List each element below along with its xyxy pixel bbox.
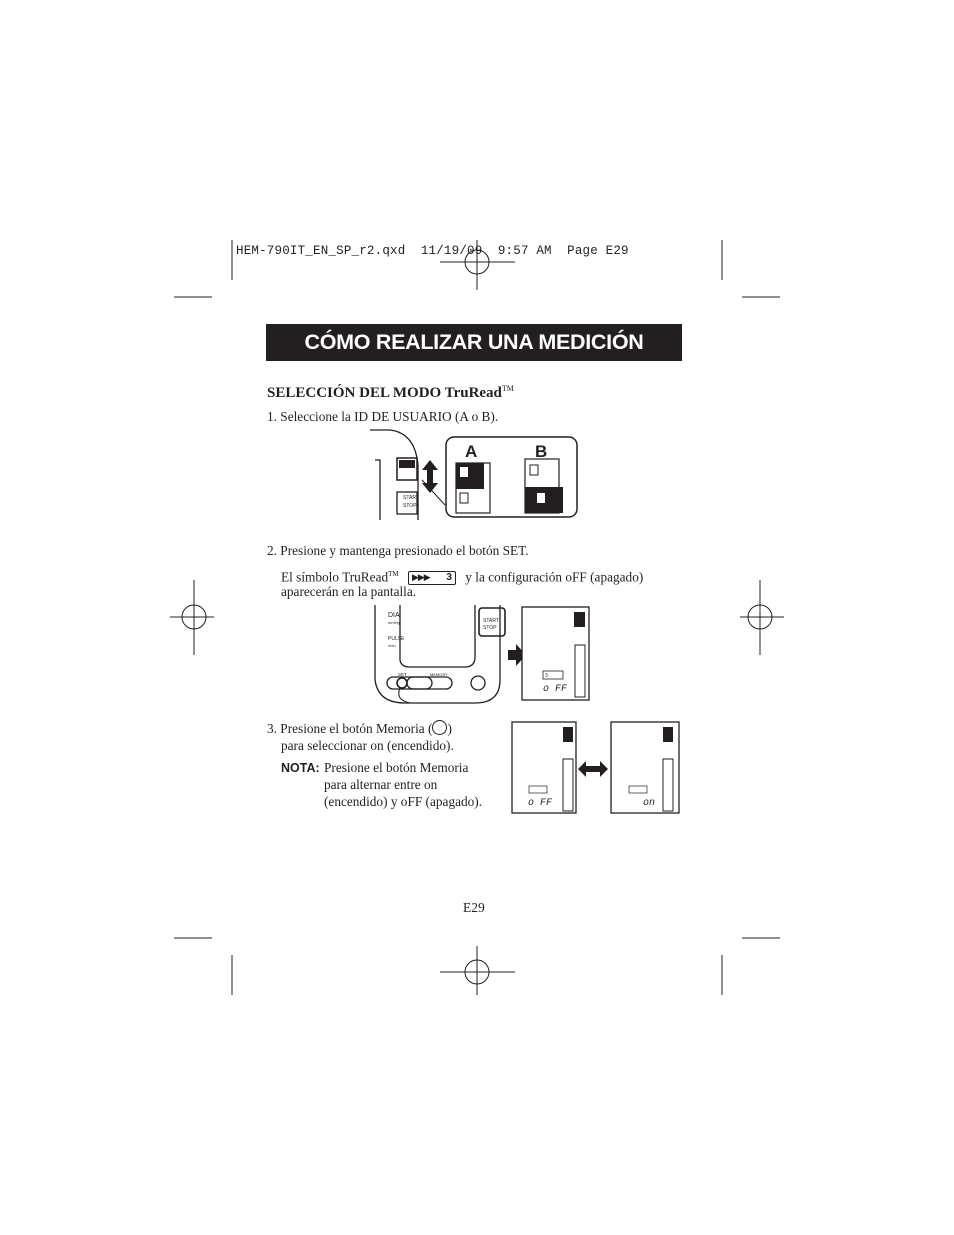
display-off: o FF: [543, 684, 568, 695]
memory-label: MEMORY: [430, 672, 448, 677]
page-title-banner: CÓMO REALIZAR UNA MEDICIÓN: [266, 324, 682, 361]
user-b-label: B: [535, 442, 548, 461]
step-1: 1. Seleccione la ID DE USUARIO (A o B).: [267, 409, 499, 424]
pulse-label: PULSE: [388, 636, 405, 642]
note-line-1: Presione el botón Memoria: [324, 760, 469, 775]
stop-label: STOP: [403, 503, 417, 509]
pulse-unit: /min: [388, 643, 396, 648]
stop-label: STOP: [483, 625, 497, 631]
dia-unit: mmHg: [388, 620, 400, 625]
figure-on-off-toggle: [510, 721, 682, 816]
dia-label: DIA: [388, 612, 400, 619]
page-number: E29: [463, 900, 485, 915]
start-label: START: [403, 495, 419, 501]
display-badge-digit: 3: [545, 673, 548, 679]
step-2: 2. Presione y mantenga presionado el botón SET.: [267, 543, 529, 558]
file-slug: HEM-790IT_EN_SP_r2.qxd 11/19/09 9:57 AM Page E29: [236, 244, 629, 258]
set-label: SET: [398, 672, 407, 677]
display-on: on: [643, 798, 656, 809]
step-2-line-2: aparecerán en la pantalla.: [281, 584, 417, 599]
note-line-2: para alternar entre on: [324, 777, 438, 792]
display-off: o FF: [528, 798, 553, 809]
note-line-3: (encendido) y oFF (apagado).: [324, 794, 483, 809]
figure-user-selector: [370, 425, 578, 525]
section-heading: SELECCIÓN DEL MODO TruRead™: [267, 384, 514, 401]
step-2-symbol-line: El símbolo TruRead™ ▶▶▶ 3 y la configuración oFF (apagado): [281, 569, 644, 585]
start-label: START: [483, 618, 499, 624]
step-3: 3. Presione el botón Memoria ( ): [267, 721, 452, 736]
truread-symbol-icon: ▶▶▶ 3: [408, 571, 456, 585]
figure-set-button: [375, 605, 590, 705]
user-a-label: A: [465, 442, 478, 461]
step-3-line-2: para seleccionar on (encendido).: [281, 738, 454, 753]
memory-button-icon: [432, 720, 447, 735]
note-label: NOTA:: [281, 761, 320, 775]
double-arrow-icon: [578, 761, 608, 777]
